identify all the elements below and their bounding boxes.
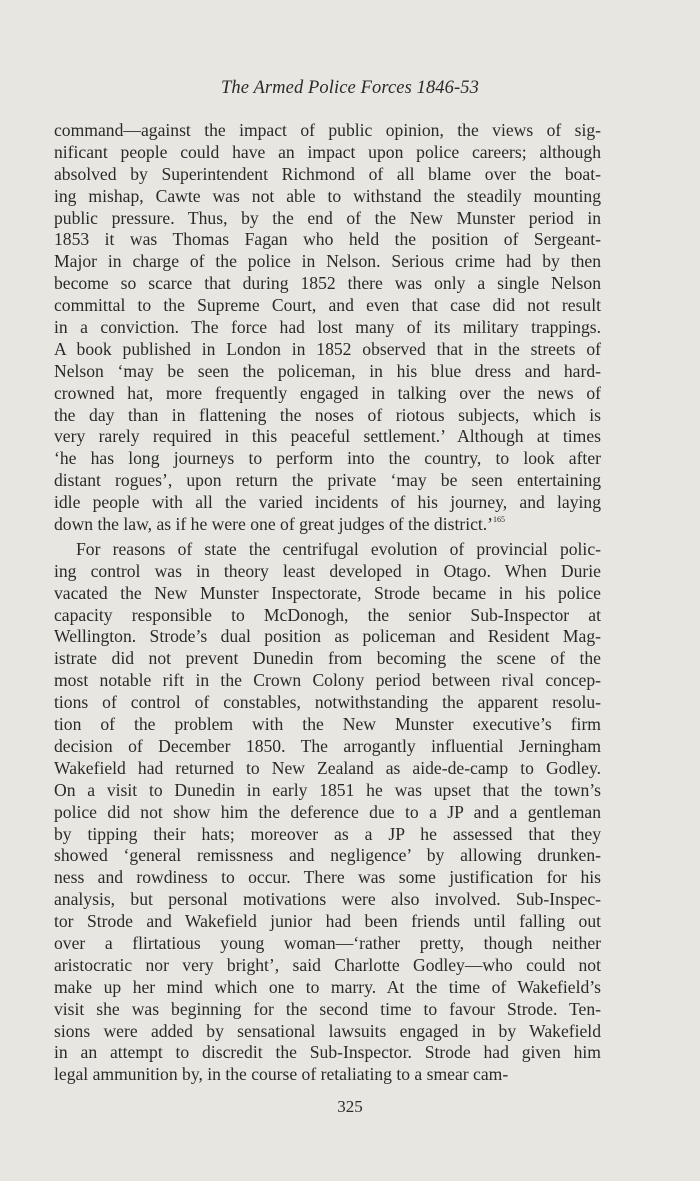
text-line: visit she was beginning for the second time to favour Strode. Ten- xyxy=(54,998,601,1019)
text-line: aristocratic nor very bright’, said Charlotte Godley—who could not xyxy=(54,954,601,975)
text-line: showed ‘general remissness and negligence’ by allowing drunken- xyxy=(54,845,601,866)
body-text xyxy=(54,120,601,1086)
text-line: Major in charge of the police in Nelson. Serious crime had by then xyxy=(54,251,601,272)
footnote-reference[interactable]: 165 xyxy=(493,515,506,525)
text-line: For reasons of state the centrifugal evolution of provincial polic- xyxy=(76,538,601,559)
paragraph xyxy=(54,539,601,1086)
text-line: capacity responsible to McDonogh, the senior Sub-Inspector at xyxy=(54,604,601,625)
text-line: police did not show him the deference due to a JP and a gentleman xyxy=(54,801,601,822)
text-line: command—against the impact of public opinion, the views of sig- xyxy=(54,120,601,140)
text-line: over a flirtatious young woman—‘rather pretty, though neither xyxy=(54,932,601,953)
text-line: make up her mind which one to marry. At the time of Wakefield’s xyxy=(54,976,601,997)
text-line: On a visit to Dunedin in early 1851 he was upset that the town’s xyxy=(54,779,601,800)
text-line: tor Strode and Wakefield junior had been friends until falling out xyxy=(54,911,601,932)
page-number: 325 xyxy=(337,1097,363,1116)
text-line: public pressure. Thus, by the end of the New Munster period in xyxy=(54,207,601,228)
text-line: committal to the Supreme Court, and even that case did not result xyxy=(54,295,601,316)
text-line: 1853 it was Thomas Fagan who held the position of Sergeant- xyxy=(54,229,601,250)
text-line: idle people with all the varied incidents of his journey, and laying xyxy=(54,492,601,513)
text-line: analysis, but personal motivations were also involved. Sub-Inspec- xyxy=(54,889,601,910)
text-line: decision of December 1850. The arrogantly influential Jerningham xyxy=(54,735,601,756)
text-line: nificant people could have an impact upon police careers; although xyxy=(54,141,601,162)
text-line: in an attempt to discredit the Sub-Inspector. Strode had given him xyxy=(54,1042,601,1063)
text-line: become so scarce that during 1852 there was only a single Nelson xyxy=(54,273,601,294)
text-line: Wellington. Strode’s dual position as policeman and Resident Mag- xyxy=(54,626,601,647)
text-line: vacated the New Munster Inspectorate, Strode became in his police xyxy=(54,582,601,603)
text-line: in a conviction. The force had lost many of its military trappings. xyxy=(54,317,601,338)
text-line: most notable rift in the Crown Colony period between rival concep- xyxy=(54,670,601,691)
paragraph xyxy=(54,120,601,536)
text-line: ing control was in theory least developed in Otago. When Durie xyxy=(54,560,601,581)
text-line: istrate did not prevent Dunedin from becoming the scene of the xyxy=(54,648,601,669)
text-line: by tipping their hats; moreover as a JP he assessed that they xyxy=(54,823,601,844)
text-line: very rarely required in this peaceful settlement.’ Although at times xyxy=(54,426,601,447)
text-line: sions were added by sensational lawsuits engaged in by Wakefield xyxy=(54,1020,601,1041)
text-line: down the law, as if he were one of great judges of the district.’$^{165}$ xyxy=(54,514,506,535)
text-line: distant rogues’, upon return the private ‘may be seen entertaining xyxy=(54,470,601,491)
text-line: ness and rowdiness to occur. There was some justification for his xyxy=(54,867,601,888)
text-line: crowned hat, more frequently engaged in talking over the news of xyxy=(54,382,601,403)
text-line: legal ammunition by, in the course of retaliating to a smear cam- xyxy=(54,1064,509,1085)
text-line: absolved by Superintendent Richmond of all blame over the boat- xyxy=(54,163,601,184)
text-line: Nelson ‘may be seen the policeman, in his blue dress and hard- xyxy=(54,360,601,381)
running-head: The Armed Police Forces 1846-53 xyxy=(221,78,479,98)
text-line: A book published in London in 1852 observed that in the streets of xyxy=(54,338,601,359)
text-line: Wakefield had returned to New Zealand as aide-de-camp to Godley. xyxy=(54,757,601,778)
text-line: tion of the problem with the New Munster executive’s firm xyxy=(54,714,601,735)
text-line: the day than in flattening the noses of riotous subjects, which is xyxy=(54,404,601,425)
text-line: ing mishap, Cawte was not able to withstand the steadily mounting xyxy=(54,185,601,206)
text-line: ‘he has long journeys to perform into the country, to look after xyxy=(54,448,601,469)
text-line: tions of control of constables, notwithstanding the apparent resolu- xyxy=(54,692,601,713)
